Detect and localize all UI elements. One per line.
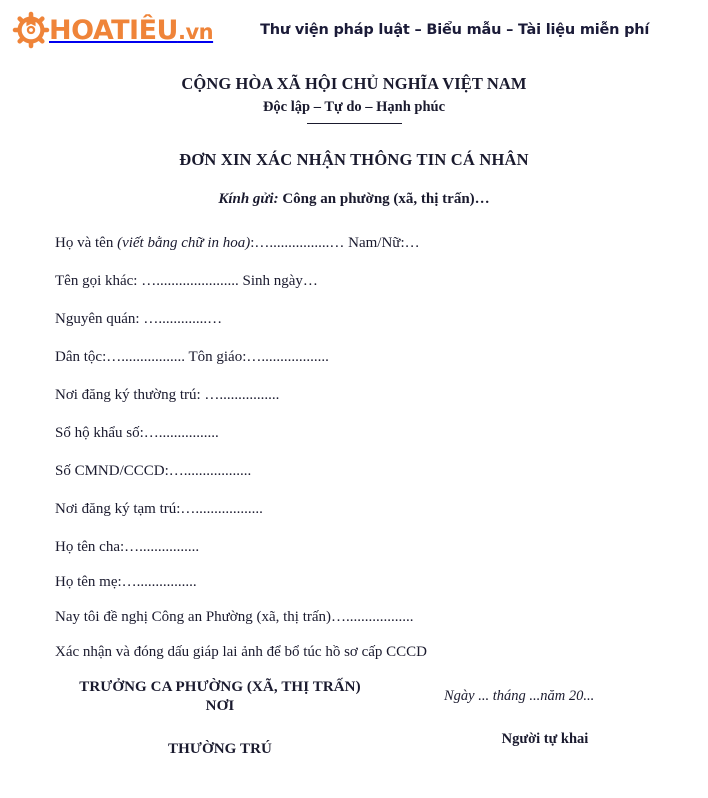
field-ten-goi-khac: Tên gọi khác: …...................... Sinh ngày… xyxy=(55,272,318,289)
brand-name xyxy=(49,14,214,46)
site-header xyxy=(0,0,708,60)
signature-date-line: Ngày ... tháng ...năm 20... xyxy=(444,687,595,704)
field-so-cmnd-cccd: Số CMND/CCCD:….................. xyxy=(55,462,252,479)
field-ho-va-ten-pre: Họ và tên xyxy=(55,234,118,251)
recipient-line xyxy=(0,191,708,208)
site-tagline: Thư viện pháp luật – Biểu mẫu – Tài liệu miễn phí xyxy=(260,22,650,38)
brand-tld-text: .vn xyxy=(177,19,214,44)
national-motto: Độc lập – Tự do – Hạnh phúc xyxy=(262,98,446,115)
field-dan-toc-ton-giao: Dân tộc:…................. Tôn giáo:….................. xyxy=(55,348,329,365)
signature-area xyxy=(0,678,708,798)
field-ho-va-ten xyxy=(55,234,668,252)
document-sheet xyxy=(0,60,708,757)
authority-line-1: TRƯỞNG CA PHƯỜNG (XÃ, THỊ TRẤN) xyxy=(79,678,361,695)
signature-block-declarant xyxy=(430,688,660,748)
national-title: CỘNG HÒA XÃ HỘI CHỦ NGHĨA VIỆT NAM xyxy=(181,74,527,93)
signature-block-authority xyxy=(55,678,385,760)
field-noi-dang-ky-tam-tru: Nơi đăng ký tạm trú:….................. xyxy=(55,500,263,517)
field-ho-ten-cha: Họ tên cha:…................ xyxy=(55,538,200,555)
field-so-ho-khau: Sổ hộ khẩu số:…................ xyxy=(55,424,219,441)
brand-name-text: HOATIÊU xyxy=(49,14,178,46)
field-nguyen-quan: Nguyên quán: ….............… xyxy=(55,310,223,327)
national-header xyxy=(0,74,708,124)
authority-line-2: NƠI xyxy=(205,698,235,715)
field-noi-dang-ky-thuong-tru: Nơi đăng ký thường trú: …................ xyxy=(55,386,280,403)
brand-logo-link[interactable] xyxy=(12,11,213,49)
field-ho-va-ten-post: :…................… Nam/Nữ:… xyxy=(250,234,420,251)
field-de-nghi: Nay tôi đề nghị Công an Phường (xã, thị trấn)….................. xyxy=(55,608,414,625)
signature-signer-label: Người tự khai xyxy=(501,730,589,747)
field-xac-nhan: Xác nhận và đóng dấu giáp lai ảnh để bổ túc hồ sơ cấp CCCD xyxy=(55,643,428,660)
motto-divider xyxy=(307,123,402,124)
recipient-label: Kính gửi: xyxy=(218,190,279,207)
field-ho-ten-me: Họ tên mẹ:…................ xyxy=(55,573,197,590)
field-ho-va-ten-hint: (viết bằng chữ in hoa) xyxy=(117,234,251,251)
page-title: ĐƠN XIN XÁC NHẬN THÔNG TIN CÁ NHÂN xyxy=(179,149,529,169)
ship-wheel-icon xyxy=(12,11,50,49)
form-fields xyxy=(0,234,708,661)
recipient-value: Công an phường (xã, thị trấn)… xyxy=(282,190,490,207)
authority-line-3: THƯỜNG TRÚ xyxy=(168,740,272,757)
